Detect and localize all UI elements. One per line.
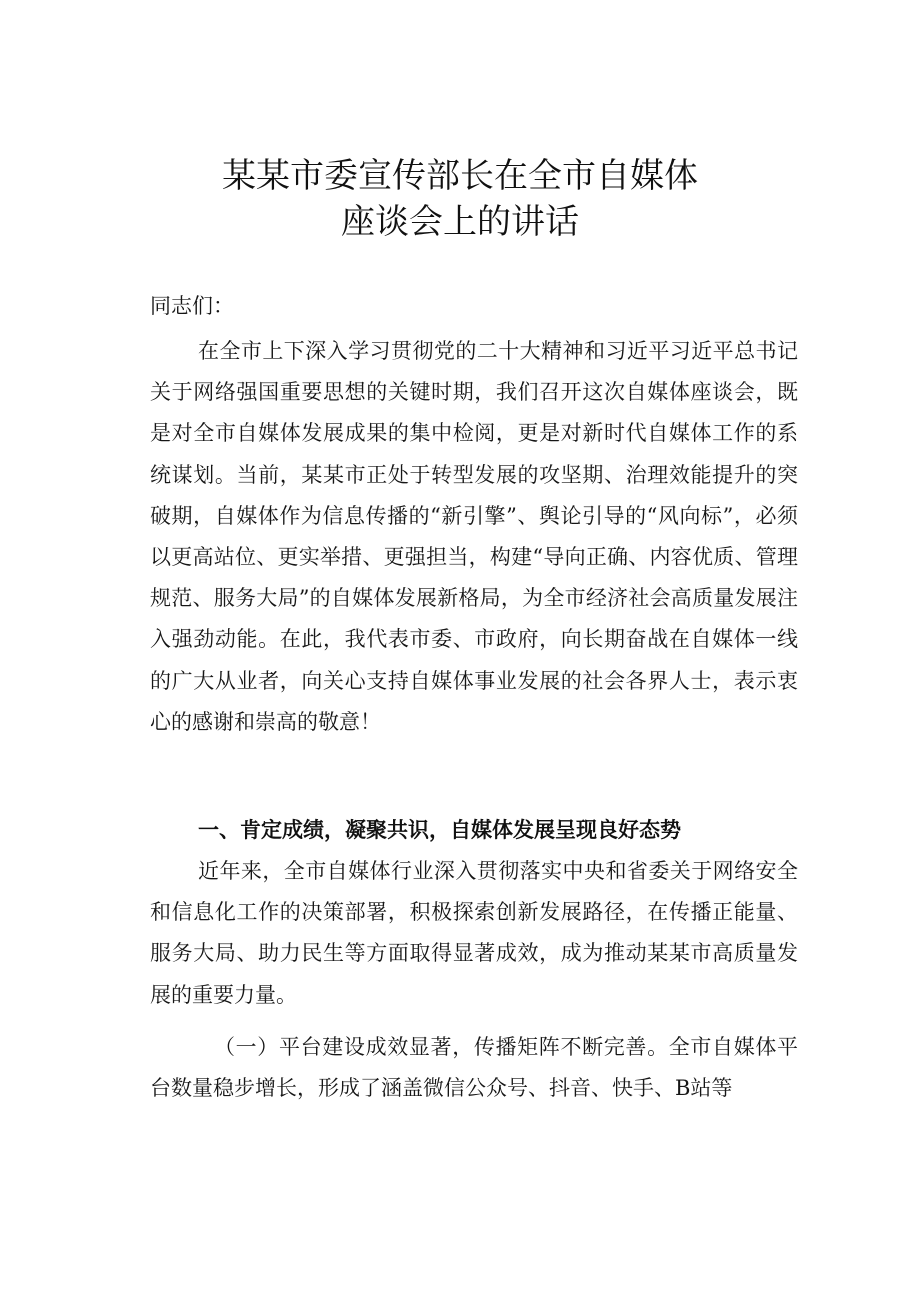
paragraph-platform-building: （一）平台建设成效显著，传播矩阵不断完善。全市自媒体平台数量稳步增长，形成了涵盖微信公众号、抖音、快手、B站等	[150, 1035, 798, 1101]
paragraph-achievements: 近年来，全市自媒体行业深入贯彻落实中央和省委关于网络安全和信息化工作的决策部署，积极探索创新发展路径，在传播正能量、服务大局、助力民生等方面取得显著成效，成为推动某某市高质量发展的重要力量。	[150, 859, 798, 1007]
salutation: 同志们：	[150, 294, 234, 318]
section-heading-1: 一、肯定成绩，凝聚共识，自媒体发展呈现良好态势	[198, 818, 681, 842]
paragraph-opening: 在全市上下深入学习贯彻党的二十大精神和习近平习近平总书记关于网络强国重要思想的关键时期，我们召开这次自媒体座谈会，既是对全市自媒体发展成果的集中检阅，更是对新时代自媒体工作的系统谋划。当前，某某市正处于转型发展的攻坚期、治理效能提升的突破期，自媒体作为信息传播的“新引擎”、舆论引导的“风向标”，必须以更高站位、更实举措、更强担当，构建“导向正确、内容优质、管理规范、服务大局”的自媒体发展新格局，为全市经济社会高质量发展注入强劲动能。在此，我代表市委、市政府，向长期奋战在自媒体一线的广大从业者，向关心支持自媒体事业发展的社会各界人士，表示衷心的感谢和崇高的敬意！	[150, 339, 798, 734]
document-title-line-1: 某某市委宣传部长在全市自媒体	[222, 156, 698, 196]
document-title-line-2: 座谈会上的讲话	[341, 202, 579, 242]
